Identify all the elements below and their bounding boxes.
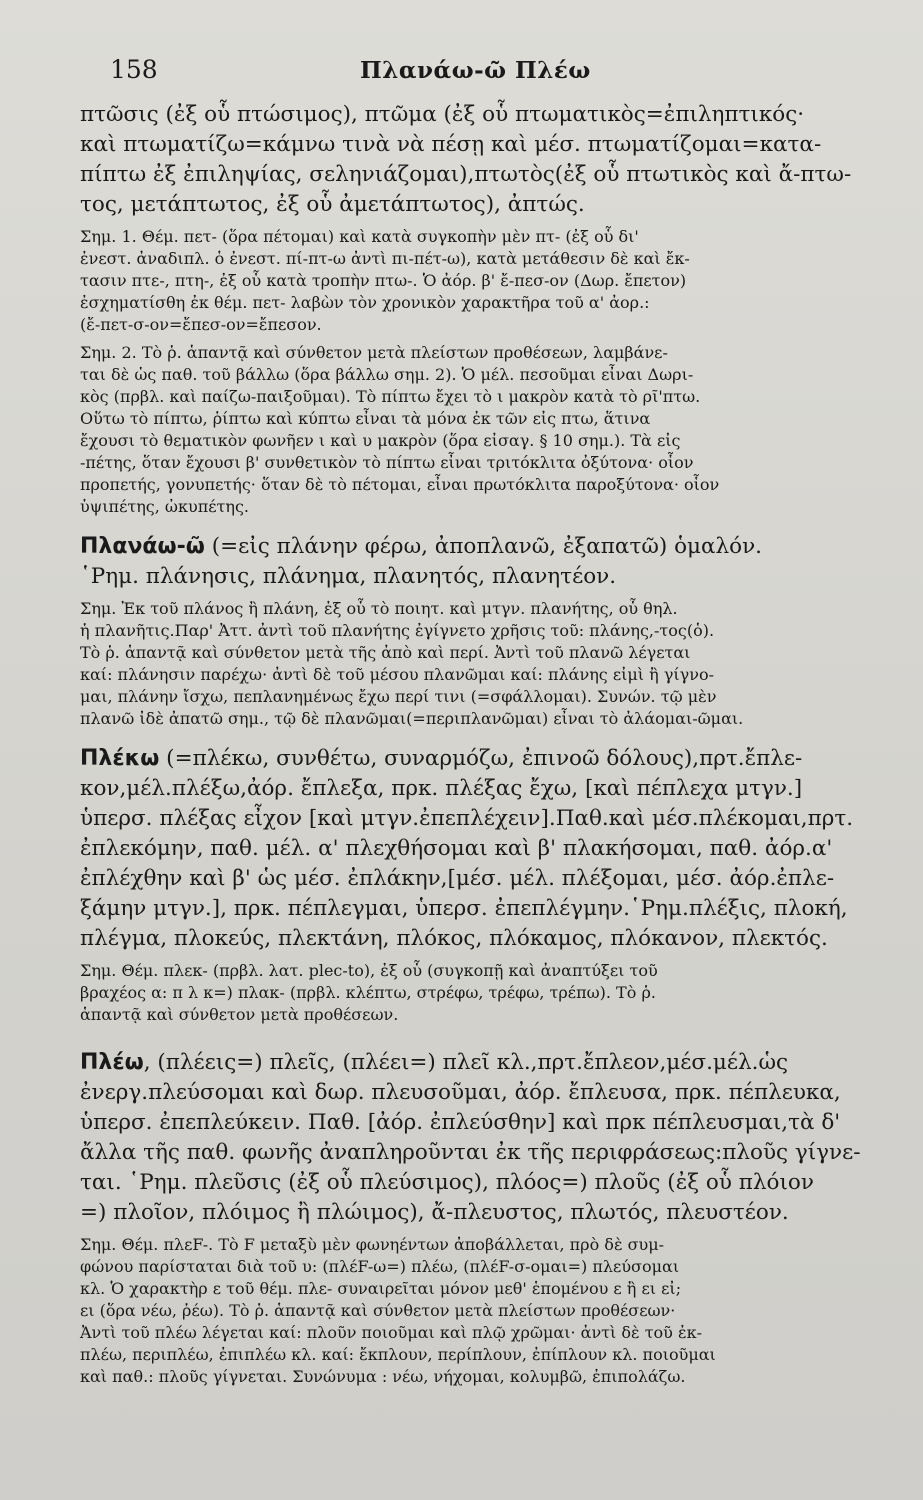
entry-line: κον,μέλ.πλέξω,ἀόρ. ἔπλεξα, πρκ. πλέξας ἔχω, [καὶ πέπλεχα μτγν.] [80,776,803,801]
note-line: Τὸ ῥ. ἁπαντᾷ καὶ σύνθετον μετὰ τῆς ἀπὸ καὶ περί. Ἀντὶ τοῦ πλανῶ λέγεται [80,643,691,662]
page-header [110,55,850,95]
entry-line: ἄλλα τῆς παθ. φωνῆς ἀναπληροῦνται ἐκ τῆς περιφράσεως:πλοῦς γίγνε- [80,1140,861,1165]
note-line: ἐνεστ. ἀναδιπλ. ὁ ἐνεστ. πί-πτ-ω ἀντὶ πι-πέτ-ω), κατὰ μετάθεσιν δὲ καὶ ἔκ- [80,249,690,268]
page-number: 158 [110,55,158,84]
entry-line: ὑπερσ. πλέξας εἶχον [καὶ μτγν.ἐπεπλέχειν].Παθ.καὶ μέσ.πλέκομαι,πρτ. [80,806,854,831]
entry-line: πτῶσις (ἐξ οὗ πτώσιμος), πτῶμα (ἐξ οὗ πτωματικὸς=ἐπιληπτικός· [80,102,805,127]
entry-line: , (πλέεις=) πλεῖς, (πλέει=) πλεῖ κλ.,πρτ.ἔπλεον,μέσ.μέλ.ὡς [143,1050,789,1075]
note-line: κλ. Ὁ χαρακτὴρ ε τοῦ θέμ. πλε- συναιρεῖται μόνον μεθ' ἑπομένου ε ἢ ει εἰ; [80,1279,682,1298]
entry-line: ἐνεργ.πλεύσομαι καὶ δωρ. πλευσοῦμαι, ἀόρ. ἔπλευσα, πρκ. πέπλευκα, [80,1080,841,1105]
lemma-pleko: Πλέκω [80,746,160,771]
note-line: βραχέος α: π λ κ=) πλακ- (πρβλ. κλέπτω, στρέφω, τρέφω, τρέπω). Τὸ ῥ. [80,983,656,1002]
entry-line: ξάμην μτγν.], πρκ. πέπλεγμαι, ὑπερσ. ἐπεπλέγμην.῾Ρημ.πλέξις, πλοκή, [80,896,848,921]
note-line: ἡ πλανῆτις.Παρ' Ἀττ. ἀντὶ τοῦ πλανήτης ἐγίγνετο χρῆσις τοῦ: πλάνης,-τος(ὁ). [80,621,715,640]
entry-line: πίπτω ἐξ ἐπιληψίας, σεληνιάζομαι),πτωτὸς(ἐξ οὗ πτωτικὸς καὶ ἄ-πτω- [80,162,852,187]
entry-line: ῾Ρημ. πλάνησις, πλάνημα, πλανητός, πλανητέον. [80,564,617,589]
entry-line: (=εἰς πλάνην φέρω, ἀποπλανῶ, ἐξαπατῶ) ὁμαλόν. [204,534,763,559]
entry-line: (=πλέκω, συνθέτω, συναρμόζω, ἐπινοῶ δόλους),πρτ.ἔπλε- [159,746,803,771]
note-line: ὑψιπέτης, ὠκυπέτης. [80,497,249,516]
entry-line: τος, μετάπτωτος, ἐξ οὗ ἀμετάπτωτος), ἀπτώς. [80,192,585,217]
note-line: μαι, πλάνην ἴσχω, πεπλανημένως ἔχω περί τινι (=σφάλλομαι). Συνών. τῷ μὲν [80,687,717,706]
note-line: ἐσχηματίσθη ἐκ θέμ. πετ- λαβὼν τὸν χρονικὸν χαρακτῆρα τοῦ α' ἀορ.: [80,293,650,312]
entry-line: ὑπερσ. ἐπεπλεύκειν. Παθ. [ἀόρ. ἐπλεύσθην] καὶ πρκ πέπλευσμαι,τὰ δ' [80,1110,841,1135]
entry-line: καὶ πτωματίζω=κάμνω τινὰ νὰ πέσῃ καὶ μέσ. πτωματίζομαι=κατα- [80,132,822,157]
lemma-pleo: Πλέω [80,1050,144,1075]
entry-line: ἐπλέχθην καὶ β' ὡς μέσ. ἐπλάκην,[μέσ. μέλ. πλέξομαι, μέσ. ἀόρ.ἐπλε- [80,866,835,891]
note-line: πλανῶ ἰδὲ ἀπατῶ σημ., τῷ δὲ πλανῶμαι(=περιπλανῶμαι) εἶναι τὸ ἀλάομαι-ῶμαι. [80,709,744,728]
note-line: ἔχουσι τὸ θεματικὸν φωνῆεν ι καὶ υ μακρὸν (ὅρα εἰσαγ. § 10 σημ.). Τὰ εἰς [80,431,681,450]
entry-line: =) πλοῖον, πλόιμος ἢ πλώιμος), ἄ-πλευστος, πλωτός, πλευστέον. [80,1200,789,1225]
entry-headline [80,744,900,774]
running-head: Πλανάω-ῶ Πλέω [360,57,591,84]
entry-line: ται. ῾Ρημ. πλεῦσις (ἐξ οὗ πλεύσιμος), πλόος=) πλοῦς (ἐξ οὗ πλόιον [80,1170,814,1195]
note-line: Οὕτω τὸ πίπτω, ῥίπτω καὶ κύπτω εἶναι τὰ μόνα ἐκ τῶν εἰς πτω, ἅτινα [80,409,651,428]
entry-headline [80,532,900,562]
note-line: ἁπαντᾷ καὶ σύνθετον μετὰ προθέσεων. [80,1005,399,1024]
note-line: ται δὲ ὡς παθ. τοῦ βάλλω (ὅρα βάλλω σημ. 2). Ὁ μέλ. πεσοῦμαι εἶναι Δωρι- [80,365,694,384]
note-line: πλέω, περιπλέω, ἐπιπλέω κλ. καί: ἔκπλουν, περίπλουν, ἐπίπλουν κλ. ποιοῦμαι [80,1345,716,1364]
entry-line: ἐπλεκόμην, παθ. μέλ. α' πλεχθήσομαι καὶ β' πλακήσομαι, παθ. ἀόρ.α' [80,836,833,861]
entry-headline [80,1048,900,1078]
note-line: (ἔ-πετ-σ-ον=ἔπεσ-ον=ἔπεσον. [80,315,322,334]
note-line: -πέτης, ὅταν ἔχουσι β' συνθετικὸν τὸ πίπτω εἶναι τριτόκλιτα ὀξύτονα· οἷον [80,453,694,472]
note-line: Σημ. 1. Θέμ. πετ- (ὅρα πέτομαι) καὶ κατὰ συγκοπὴν μὲν πτ- (ἐξ οὗ δι' [80,227,639,246]
note-line: Σημ. Θέμ. πλεF-. Τὸ F μεταξὺ μὲν φωνηέντων ἀποβάλλεται, πρὸ δὲ συμ- [80,1235,665,1254]
entry-line: πλέγμα, πλοκεύς, πλεκτάνη, πλόκος, πλόκαμος, πλόκανον, πλεκτός. [80,926,828,951]
note-line: τασιν πτε-, πτη-, ἐξ οὗ κατὰ τροπὴν πτω-. Ὁ ἀόρ. β' ἔ-πεσ-ον (Δωρ. ἔπετον) [80,271,687,290]
page-text [80,100,900,1388]
note-line: Ἀντὶ τοῦ πλέω λέγεται καί: πλοῦν ποιοῦμαι καὶ πλῷ χρῶμαι· ἀντὶ δὲ τοῦ ἐκ- [80,1323,702,1342]
note-line: φώνου παρίσταται διὰ τοῦ υ: (πλέF-ω=) πλέω, (πλέF-σ-ομαι=) πλεύσομαι [80,1257,680,1276]
note-line: Σημ. Θέμ. πλεκ- (πρβλ. λατ. plec-to), ἐξ οὗ (συγκοπῇ καὶ ἀναπτύξει τοῦ [80,961,658,980]
note-line: ει (ὅρα νέω, ῥέω). Τὸ ῥ. ἁπαντᾷ καὶ σύνθετον μετὰ πλείστων προθέσεων· [80,1301,676,1320]
note-line: Σημ. Ἐκ τοῦ πλάνος ἢ πλάνη, ἐξ οὗ τὸ ποιητ. καὶ μτγν. πλανήτης, οὗ θηλ. [80,599,678,618]
lemma-planao: Πλανάω-ῶ [80,534,205,559]
note-line: καὶ παθ.: πλοῦς γίγνεται. Συνώνυμα : νέω, νήχομαι, κολυμβῶ, ἐπιπολάζω. [80,1367,686,1386]
note-line: προπετής, γονυπετής· ὅταν δὲ τὸ πέτομαι, εἶναι πρωτόκλιτα παροξύτονα· οἷον [80,475,720,494]
note-line: κὸς (πρβλ. καὶ παίζω-παιξοῦμαι). Τὸ πίπτω ἔχει τὸ ι μακρὸν κατὰ τὸ ρῖ'πτω. [80,387,701,406]
note-line: Σημ. 2. Τὸ ῥ. ἁπαντᾷ καὶ σύνθετον μετὰ πλείστων προθέσεων, λαμβάνε- [80,343,668,362]
note-line: καί: πλάνησιν παρέχω· ἀντὶ δὲ τοῦ μέσου πλανῶμαι καί: πλάνης εἰμὶ ἢ γίγνο- [80,665,714,684]
